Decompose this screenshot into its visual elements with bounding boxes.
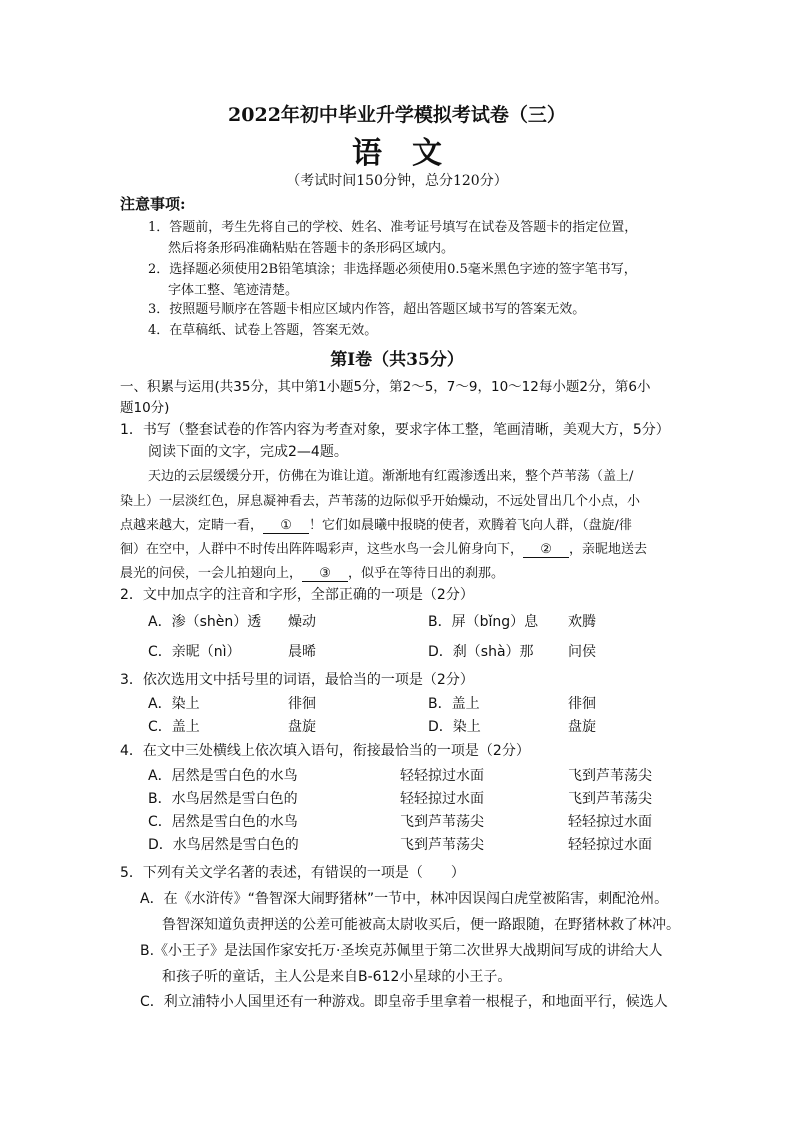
option-a[interactable]: A．在《水浒传》“鲁智深大闹野猪林”一节中，林冲因误闯白虎堂被陷害，刺配沧州。: [140, 891, 669, 907]
passage-line: 天边的云层缓缓分开，仿佛在为谁让道。渐渐地有红霞渗透出来，整个芦苇荡（盖上/: [148, 469, 634, 484]
question-5-stem: 5．下列有关文学名著的表述，有错误的一项是（ ）: [120, 865, 465, 881]
option-c-word: 盘旋: [288, 719, 316, 735]
option-a-phrase-2: 轻轻掠过水面: [400, 768, 484, 784]
option-a-cont: 鲁智深知道负责押送的公差可能被高太尉收买后，便一路跟随，在野猪林救了林冲。: [162, 917, 680, 933]
section-heading: 一、积累与运用(共35分，其中第1小题5分，第2～5，7～9，10～12每小题2分，第6小: [120, 379, 651, 395]
option-c[interactable]: C．亲昵（nì）: [148, 644, 241, 660]
option-a[interactable]: A．染上: [148, 696, 200, 712]
notice-item: 然后将条形码准确粘贴在答题卡的条形码区域内。: [168, 241, 455, 256]
notice-item: 字体工整、笔迹清楚。: [168, 283, 299, 298]
option-c[interactable]: C．居然是雪白色的水鸟: [148, 814, 298, 830]
option-a[interactable]: A．居然是雪白色的水鸟: [148, 768, 298, 784]
option-a-word: 燥动: [288, 614, 316, 630]
passage-line: 染上）一层淡红色，屏息凝神看去，芦苇荡的边际似乎开始燥动，不远处冒出几个小点，小: [120, 494, 641, 509]
option-b-word: 徘徊: [568, 696, 596, 712]
option-c-phrase-3: 轻轻掠过水面: [568, 814, 652, 830]
option-c[interactable]: C．盖上: [148, 719, 200, 735]
section-heading-cont: 题10分): [120, 400, 170, 416]
question-1: 1．书写（整套试卷的作答内容为考查对象，要求字体工整，笔画清晰，美观大方，5分）: [120, 422, 670, 438]
option-a-phrase-3: 飞到芦苇荡尖: [568, 768, 652, 784]
passage-text: ，似乎在等待日出的刹那。: [348, 566, 505, 581]
notice-item: 4．在草稿纸、试卷上答题，答案无效。: [148, 323, 378, 338]
option-d-word: 盘旋: [568, 719, 596, 735]
passage-line: [120, 514, 632, 534]
passage-line: [120, 538, 647, 558]
exam-time-info: （考试时间150分钟，总分120分）: [286, 173, 508, 189]
option-b[interactable]: B.《小王子》是法国作家安托万·圣埃克苏佩里于第二次世界大战期间写成的讲给大人: [140, 943, 663, 959]
notice-item: 1．答题前，考生先将自己的学校、姓名、准考证号填写在试卷及答题卡的指定位置，: [148, 220, 638, 235]
option-c[interactable]: C．利立浦特小人国里还有一种游戏。即皇帝手里拿着一根棍子，和地面平行，候选人: [140, 994, 668, 1010]
option-a[interactable]: A．渗（shèn）透: [148, 614, 262, 630]
option-d[interactable]: D．水鸟居然是雪白色的: [148, 837, 299, 853]
passage-text: ，亲昵地送去: [569, 542, 648, 557]
option-c-phrase-2: 飞到芦苇荡尖: [400, 814, 484, 830]
option-c-word: 晨晞: [288, 644, 316, 660]
blank-1: ①: [263, 518, 309, 534]
question-2-stem: 2．文中加点字的注音和字形，全部正确的一项是（2分）: [120, 587, 474, 603]
option-b-cont: 和孩子听的童话，主人公是来自B-612小星球的小王子。: [162, 969, 512, 985]
option-b[interactable]: B．屏（bǐng）息: [428, 614, 539, 630]
passage-line: [120, 562, 504, 582]
question-4-stem: 4．在文中三处横线上依次填入语句，衔接最恰当的一项是（2分）: [120, 743, 530, 759]
option-d-phrase-3: 轻轻掠过水面: [568, 837, 652, 853]
passage-text: 点越来越大，定睛一看，: [120, 518, 264, 533]
passage-text: 晨光的问侯，一会儿拍翅向上，: [120, 566, 303, 581]
option-d-phrase-2: 飞到芦苇荡尖: [400, 837, 484, 853]
option-b-phrase-3: 飞到芦苇荡尖: [568, 791, 652, 807]
blank-2: ②: [523, 542, 569, 558]
subject-title: 语 文: [352, 136, 442, 171]
option-d[interactable]: D．刹（shà）那: [428, 644, 534, 660]
passage-text: 徊）在空中，人群中不时传出阵阵喝彩声，这些水鸟一会儿俯身向下，: [120, 542, 524, 557]
option-d-word: 问侯: [568, 644, 596, 660]
part-heading: 第Ⅰ卷（共35分）: [330, 350, 464, 370]
option-b-word: 欢腾: [568, 614, 596, 630]
passage-text: ！它们如晨曦中报晓的使者，欢腾着飞向人群，（盘旋/徘: [309, 518, 632, 533]
notice-item: 3．按照题号顺序在答题卡相应区域内作答，超出答题区域书写的答案无效。: [148, 302, 586, 317]
notice-item: 2．选择题必须使用2B铅笔填涂；非选择题必须使用0.5毫米黑色字迹的签字笔书写，: [148, 262, 637, 277]
reading-intro: 阅读下面的文字，完成2—4题。: [148, 444, 348, 460]
exam-title: 2022年初中毕业升学模拟考试卷（三）: [228, 104, 566, 126]
option-d[interactable]: D．染上: [428, 719, 481, 735]
option-b[interactable]: B．水鸟居然是雪白色的: [148, 791, 298, 807]
option-a-word: 徘徊: [288, 696, 316, 712]
question-3-stem: 3．依次选用文中括号里的词语，最恰当的一项是（2分）: [120, 672, 474, 688]
option-b-phrase-2: 轻轻掠过水面: [400, 791, 484, 807]
blank-3: ③: [302, 566, 348, 582]
option-b[interactable]: B．盖上: [428, 696, 480, 712]
notice-heading: 注意事项:: [120, 195, 186, 213]
